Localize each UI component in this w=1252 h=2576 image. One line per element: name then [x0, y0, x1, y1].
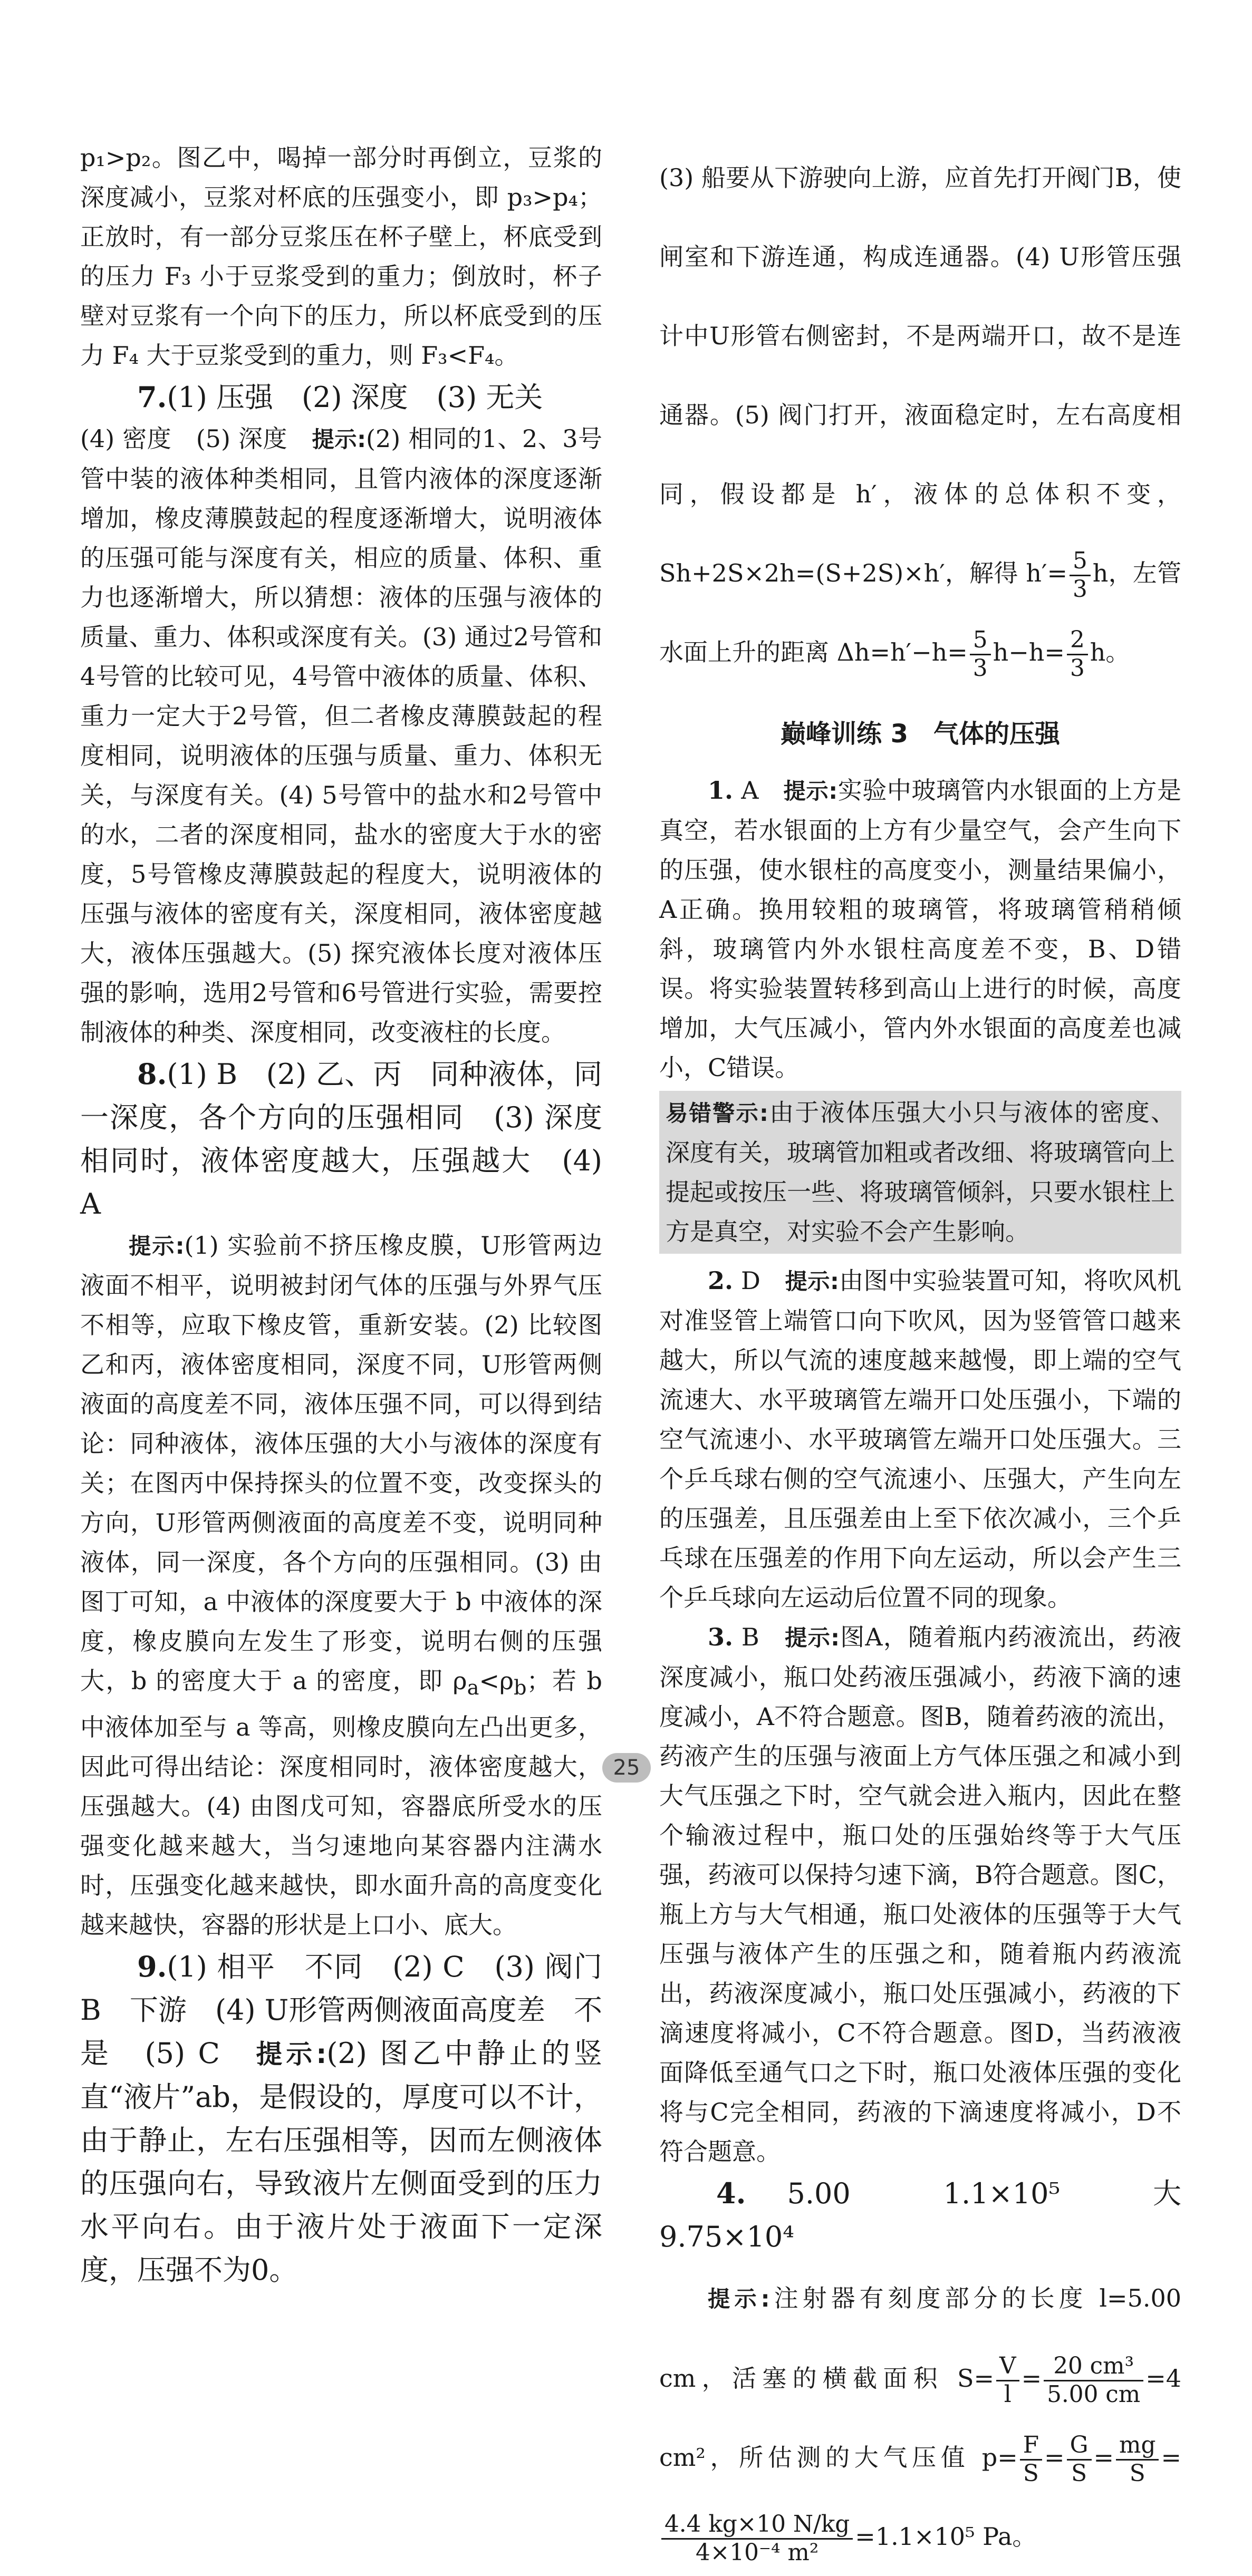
question-number: 4. — [716, 2176, 746, 2210]
hint-label: 提示: — [783, 778, 838, 804]
fraction — [1070, 548, 1091, 603]
paragraph — [80, 1945, 602, 2292]
numerator: G — [1067, 2432, 1092, 2460]
paragraph — [80, 1052, 602, 1226]
paragraph — [659, 1261, 1181, 1618]
text: = — [1161, 2443, 1181, 2472]
numerator: 5 — [970, 627, 991, 655]
text: =4 cm²，所估测的大气压值 p= — [659, 2364, 1181, 2472]
text: <ρ — [479, 1667, 514, 1695]
fraction — [996, 2353, 1019, 2408]
question-number: 9. — [137, 1950, 167, 1984]
question-number: 3. — [708, 1623, 734, 1651]
denominator: l — [1004, 2380, 1012, 2408]
text: 5.00 1.1×10⁵ 大 9.75×10⁴ — [659, 2177, 1210, 2253]
text: A — [733, 776, 784, 805]
denominator: S — [1129, 2459, 1145, 2487]
text: 由于液体压强大小只与液体的密度、深度有关，玻璃管加粗或者改细、将玻璃管向上提起或按压一些、将玻璃管倾斜，只要水银柱上方是真空，对实验不会产生影响。 — [666, 1098, 1175, 1246]
fraction — [970, 627, 991, 682]
denominator: 5.00 cm — [1047, 2380, 1141, 2408]
text: D — [733, 1266, 785, 1295]
hint-label: 提示: — [256, 2039, 327, 2070]
text: (1) 相平 不同 (2) C (3) 阀门B 下游 (4) U形管两侧液面高度差 不是 (5) C — [80, 1950, 602, 2070]
section-heading: 巅峰训练 3 气体的压强 — [780, 719, 1061, 749]
right-column — [659, 138, 1210, 2576]
hint-label: 提示: — [708, 2286, 770, 2312]
fraction — [1067, 627, 1088, 682]
hint-label: 提示: — [312, 427, 367, 452]
numerator: F — [1020, 2432, 1042, 2460]
fraction — [661, 2511, 853, 2566]
text: = — [1021, 2364, 1042, 2393]
text: = — [1044, 2443, 1065, 2472]
text: B — [733, 1623, 785, 1651]
paragraph — [659, 1091, 1181, 1254]
paragraph — [659, 1618, 1181, 2172]
text: 图A，随着瓶内药液流出，药液深度减小，瓶口处药液压强减小，药液下滴的速度减小，A不符合题意。图B，随着药液的流出，药液产生的压强与液面上方气体压强之和减小到大气压强之下时，空气就会进入瓶内，因此在整个输液过程中，瓶口处的压强始终等于大气压强，药液可以保持匀速下滴，B符合题意。图C，瓶上方与大气相通，瓶口处液体的压强等于大气压强与液体产生的压强之和，随着瓶内药液流出，药液深度减小，瓶口处压强减小，药液的下滴速度将减小，C不符合题意。图D，当药液液面降低至通气口之下时，瓶口处液体压强的变化将与C完全相同，药液的下滴速度将减小，D不符合题意。 — [659, 1623, 1181, 2166]
text: h−h= — [993, 638, 1065, 666]
denominator: 4×10⁻⁴ m² — [695, 2539, 819, 2566]
text: (3) 船要从下游驶向上游，应首先打开阀门B，使闸室和下游连通，构成连通器。(4) U形管压强计中U形管右侧密封，不是两端开口，故不是连通器。(5) 阀门打开，液面稳定时，左右高度相同，假设都是 h′，液体的总体积不变，Sh+2S×2h=(S+2S)×h′，解得 h′= — [659, 163, 1181, 587]
question-number: 7. — [137, 380, 167, 414]
paragraph — [80, 419, 602, 1052]
numerator: 5 — [1070, 548, 1091, 576]
question-number: 8. — [137, 1057, 167, 1091]
text: 注射器有刻度部分的长度 l=5.00 cm，活塞的横截面积 S= — [659, 2284, 1181, 2393]
denominator: 3 — [1072, 575, 1087, 603]
denominator: S — [1071, 2459, 1087, 2487]
paragraph — [80, 1226, 602, 1945]
paragraph — [659, 771, 1181, 1088]
fraction — [1067, 2432, 1092, 2487]
paragraph — [80, 375, 602, 419]
numerator: V — [996, 2353, 1019, 2381]
hint-label: 提示: — [785, 1268, 839, 1294]
numerator: 20 cm³ — [1044, 2353, 1143, 2381]
text: = — [1093, 2443, 1114, 2472]
text: 实验中玻璃管内水银面的上方是真空，若水银面的上方有少量空气，会产生向下的压强，使水银柱的高度变小，测量结果偏小，A正确。换用较粗的玻璃管，将玻璃管稍稍倾斜，玻璃管内外水银柱高度差不变，B、D错误。将实验装置转移到高山上进行的时候，高度增加，大气压减小，管内外水银面的高度差也减小，C错误。 — [659, 776, 1182, 1082]
question-number: 2. — [708, 1266, 734, 1295]
denominator: 3 — [1070, 654, 1085, 682]
numerator: mg — [1116, 2432, 1159, 2460]
text: p₁>p₂。图乙中，喝掉一部分时再倒立，豆浆的深度减小，豆浆对杯底的压强变小，即 p₃>p₄；正放时，有一部分豆浆压在杯子壁上，杯底受到的压力 F₃ 小于豆浆受到的重力；倒放时，杯子壁对豆浆有一个向下的压力，所以杯底受到的压力 F₄ 大于豆浆受到的重力，则 F₃<F₄。 — [80, 143, 602, 370]
left-column — [80, 138, 602, 2292]
subscript: a — [467, 1676, 479, 1700]
text: 由图中实验装置可知，将吹风机对准竖管上端管口向下吹风，因为竖管管口越来越大，所以气流的速度越来越慢，即上端的空气流速大、水平玻璃管左端开口处压强小，下端的空气流速小、水平玻璃管左端开口处压强大。三个乒乓球右侧的空气流速小、压强大，产生向左的压强差，且压强差由上至下依次减小，三个乒乓球在压强差的作用下向左运动，所以会产生三个乒乓球向左运动后位置不同的现象。 — [659, 1266, 1181, 1612]
text: (2) 图乙中静止的竖直“液片”ab，是假设的，厚度可以不计，由于静止，左右压强相等，因而左侧液体的压强向右，导致液片左侧面受到的压力水平向右。由于液片处于液面下一定深度，压强不为0。 — [80, 2037, 602, 2287]
paragraph — [659, 138, 1181, 692]
paragraph — [80, 138, 602, 375]
question-number: 1. — [708, 776, 734, 805]
denominator: S — [1023, 2459, 1039, 2487]
fraction — [1116, 2432, 1159, 2487]
paragraph — [659, 2172, 1210, 2259]
text: h。 — [1090, 638, 1130, 666]
hint-label: 提示: — [129, 1233, 185, 1259]
fraction — [1044, 2353, 1143, 2408]
text: (4) 密度 (5) 深度 — [80, 424, 312, 453]
text: (1) 压强 (2) 深度 (3) 无关 — [167, 381, 543, 414]
text: (1) 实验前不挤压橡皮膜，U形管两边液面不相平，说明被封闭气体的压强与外界气压不相等，应取下橡皮管，重新安装。(2) 比较图乙和丙，液体密度相同，深度不同，U形管两侧液面的高度差不同，液体压强不同，可以得到结论：同种液体，液体压强的大小与液体的深度有关；在图丙中保持探头的位置不变，改变探头的方向，U形管两侧液面的高度差不变，说明同种液体，同一深度，各个方向的压强相同。(3) 由图丁可知，a 中液体的深度要大于 b 中液体的深度，橡皮膜向左发生了形变，说明右侧的压强大，b 的密度大于 a 的密度，即 ρ — [80, 1231, 602, 1695]
text: (1) B (2) 乙、丙 同种液体，同一深度，各个方向的压强相同 (3) 深度相同时，液体密度越大，压强越大 (4) A — [80, 1058, 602, 1221]
fraction — [1020, 2432, 1042, 2487]
numerator: 2 — [1067, 627, 1088, 655]
paragraph — [659, 2259, 1181, 2576]
denominator: 3 — [972, 654, 988, 682]
hint-label: 提示: — [785, 1625, 840, 1651]
text: h，左管水面上升的距离 Δh=h′−h= — [659, 559, 1181, 666]
page-number: 25 — [602, 1753, 651, 1783]
text: =1.1×10⁵ Pa。 — [855, 2522, 1037, 2551]
hint-label: 易错警示: — [666, 1100, 768, 1126]
numerator: 4.4 kg×10 N/kg — [661, 2511, 853, 2539]
subscript: b — [514, 1676, 527, 1700]
text: (2) 相同的1、2、3号管中装的液体种类相同，且管内液体的深度逐渐增加，橡皮薄膜鼓起的程度逐渐增大，说明液体的压强可能与深度有关，相应的质量、体积、重力也逐渐增大，所以猜想：液体的压强与液体的质量、重力、体积或深度有关。(3) 通过2号管和4号管的比较可见，4号管中液体的质量、体积、重力一定大于2号管，但二者橡皮薄膜鼓起的程度相同，说明液体的压强与质量、重力、体积无关，与深度有关。(4) 5号管中的盐水和2号管中的水，二者的深度相同，盐水的密度大于水的密度，5号管橡皮薄膜鼓起的程度大，说明液体的压强与液体的密度有关，深度相同，液体密度越大，液体压强越大。(5) 探究液体长度对液体压强的影响，选用2号管和6号管进行实验，需要控制液体的种类、深度相同，改变液柱的长度。 — [80, 424, 603, 1047]
text: ；若 b 中液体加至与 a 等高，则橡皮膜向左凸出更多，因此可得出结论：深度相同时，液体密度越大，压强越大。(4) 由图戊可知，容器底所受水的压强变化越来越大，当匀速地向某容器内注满水时，压强变化越来越快，即水面升高的高度变化越来越快，容器的形状是上口小、底大。 — [80, 1667, 602, 1940]
